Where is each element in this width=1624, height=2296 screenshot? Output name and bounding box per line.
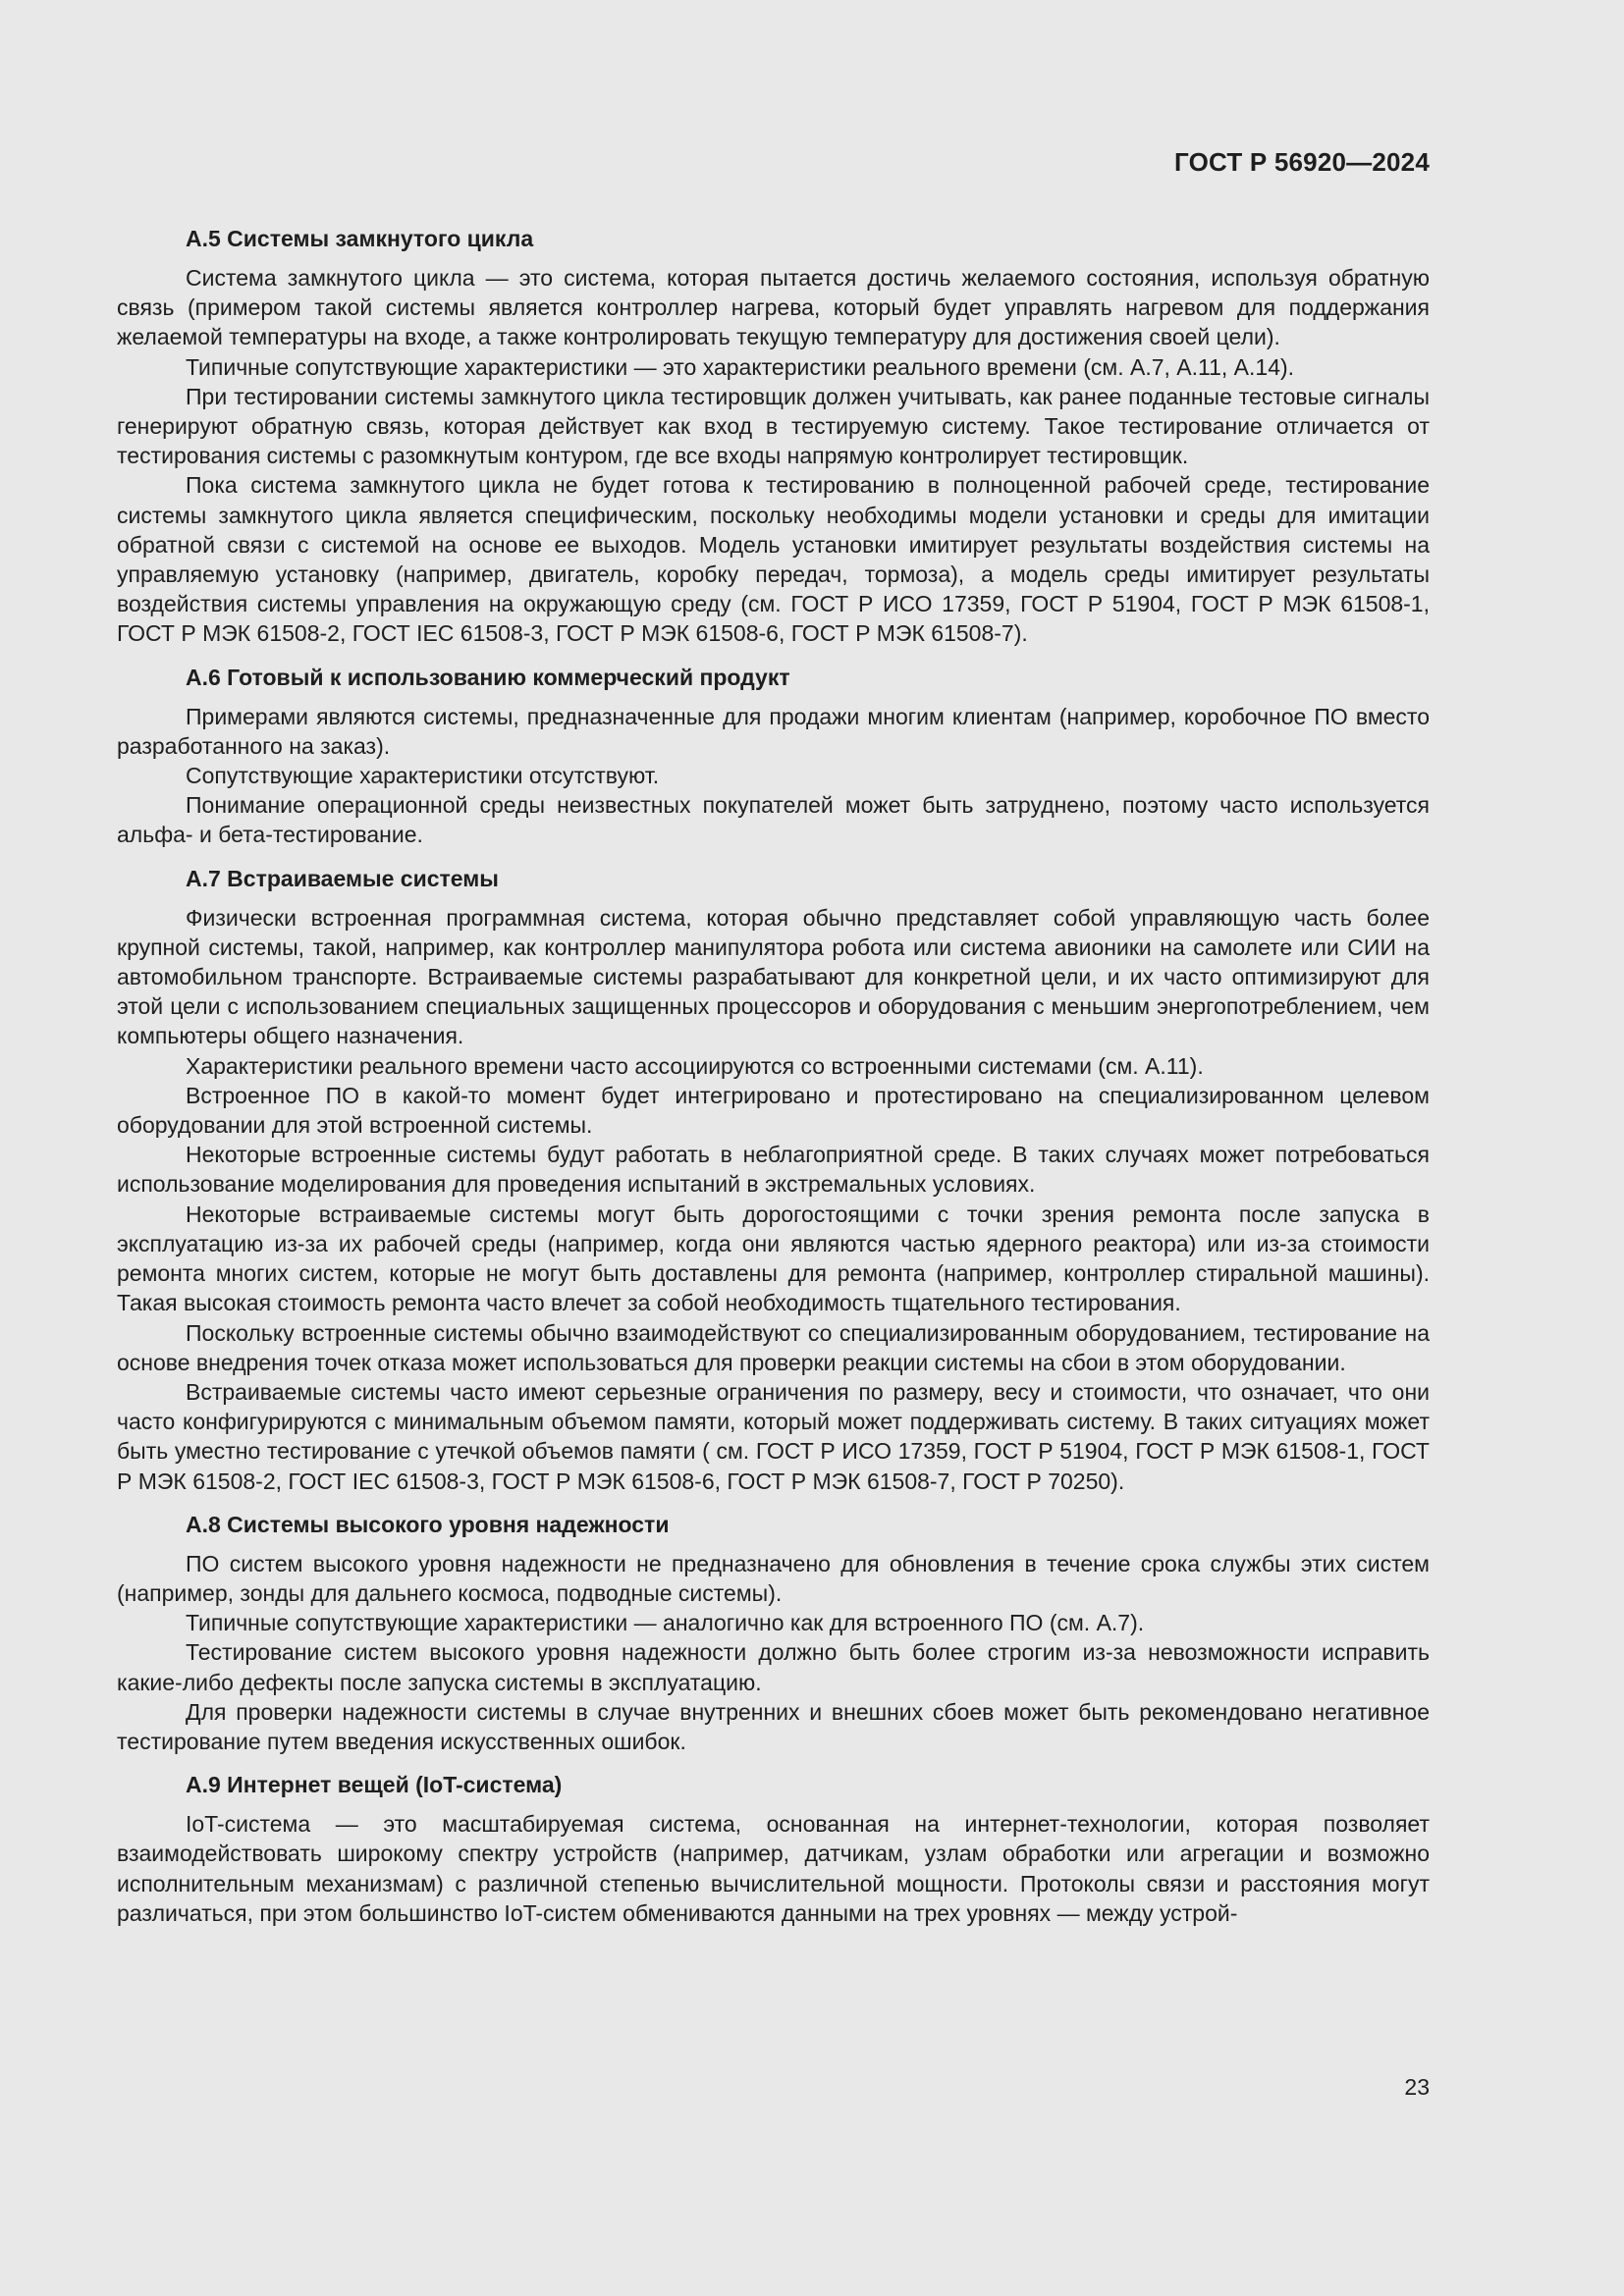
section-a6 [117,663,1430,850]
paragraph: Поскольку встроенные системы обычно взаимодействуют со специализированным оборудованием, тестирование на основе внедрения точек отказа может использоваться для проверки реакции системы на сбои в этом оборудовании. [117,1319,1430,1375]
document-code: ГОСТ Р 56920—2024 [1174,147,1430,177]
section-a5 [117,224,1430,649]
paragraph: Примерами являются системы, предназначенные для продажи многим клиентам (например, коробочное ПО вместо разработанного на заказ). [117,703,1430,759]
paragraph: Типичные сопутствующие характеристики — это характеристики реального времени (см. А.7, А.11, А.14). [186,353,1295,380]
paragraph: Встраиваемые системы часто имеют серьезные ограничения по размеру, весу и стоимости, что означает, что они часто конфигурируются с минимальным объемом памяти, который может поддерживать систему. В таких ситуациях может быть уместно тестирование с утечкой объемов памяти ( см. ГОСТ Р ИСО 17359, ГОСТ Р 51904, ГОСТ Р МЭК 61508-1, ГОСТ Р МЭК 61508-2, ГОСТ IEC 61508-3, ГОСТ Р МЭК 61508-6, ГОСТ Р МЭК 61508-7, ГОСТ Р 70250). [117,1378,1430,1494]
section-title: А.8 Системы высокого уровня надежности [186,1511,670,1537]
section-title: А.5 Системы замкнутого цикла [186,226,534,251]
paragraph: IoT-система — это масштабируемая система, основанная на интернет-технологии, которая позволяет взаимодействовать широкому спектру устройств (например, датчикам, узлам обработки или агрегации и возможно исполнительным механизмам) с различной степенью вычислительной мощности. Протоколы связи и расстояния могут различаться, при этом большинство IoT-систем обмениваются данными на трех уровнях — между устрой- [117,1811,1430,1926]
page-number: 23 [1404,2074,1430,2100]
paragraph: Сопутствующие характеристики отсутствуют. [186,763,660,789]
paragraph: ПО систем высокого уровня надежности не предназначено для обновления в течение срока службы этих систем (например, зонды для дальнего космоса, подводные системы). [117,1550,1430,1606]
paragraph: Некоторые встраиваемые системы могут быть дорогостоящими с точки зрения ремонта после запуска в эксплуатацию из-за их рабочей среды (например, когда они являются частью ядерного реактора) или из-за стоимости ремонта многих систем, которые не могут быть доставлены для ремонта (например, контроллер стиральной машины). Такая высокая стоимость ремонта часто влечет за собой необходимость тщательного тестирования. [117,1201,1430,1316]
paragraph: Для проверки надежности системы в случае внутренних и внешних сбоев может быть рекомендовано негативное тестирование путем введения искусственных ошибок. [117,1698,1430,1754]
section-a7 [117,864,1430,1496]
section-a9 [117,1770,1430,1928]
document-body [117,224,1430,1942]
paragraph: Некоторые встроенные системы будут работать в неблагоприятной среде. В таких случаях может потребоваться использование моделирования для проведения испытаний в экстремальных условиях. [117,1142,1430,1198]
paragraph: Типичные сопутствующие характеристики — аналогично как для встроенного ПО (см. А.7). [186,1610,1145,1636]
section-title: А.6 Готовый к использованию коммерческий продукт [186,664,790,690]
section-a8 [117,1510,1430,1756]
section-title: А.7 Встраиваемые системы [186,865,499,891]
paragraph: Характеристики реального времени часто ассоциируются со встроенными системами (см. А.11). [186,1052,1204,1079]
paragraph: Пока система замкнутого цикла не будет готова к тестированию в полноценной рабочей среде, тестирование системы замкнутого цикла является специфическим, поскольку необходимы модели установки и среды для имитации обратной связи с системой на основе ее выходов. Модель установки имитирует результаты воздействия системы на управляемую установку (например, двигатель, коробку передач, тормоза), а модель среды имитирует результаты воздействия системы управления на окружающую среду (см. ГОСТ Р ИСО 17359, ГОСТ Р 51904, ГОСТ Р МЭК 61508-1, ГОСТ Р МЭК 61508-2, ГОСТ IEC 61508-3, ГОСТ Р МЭК 61508-6, ГОСТ Р МЭК 61508-7). [117,472,1430,647]
paragraph: Тестирование систем высокого уровня надежности должно быть более строгим из-за невозможности исправить какие-либо дефекты после запуска системы в эксплуатацию. [117,1639,1430,1695]
paragraph: Система замкнутого цикла — это система, которая пытается достичь желаемого состояния, используя обратную связь (примером такой системы является контроллер нагрева, который будет управлять нагревом для поддержания желаемой температуры на входе, а также контролировать текущую температуру для достижения своей цели). [117,265,1430,350]
paragraph: При тестировании системы замкнутого цикла тестировщик должен учитывать, как ранее поданные тестовые сигналы генерируют обратную связь, которая действует как вход в тестируемую систему. Такое тестирование отличается от тестирования системы с разомкнутым контуром, где все входы напрямую контролирует тестировщик. [117,383,1430,469]
paragraph: Встроенное ПО в какой-то момент будет интегрировано и протестировано на специализированном целевом оборудовании для этой встроенной системы. [117,1082,1430,1139]
paragraph: Физически встроенная программная система, которая обычно представляет собой управляющую часть более крупной системы, такой, например, как контроллер манипулятора робота или система авионики на самолете или СИИ на автомобильном транспорте. Встраиваемые системы разрабатывают для конкретной цели, и их часто оптимизируют для этой цели с использованием специальных защищенных процессоров и оборудования с меньшим энергопотреблением, чем компьютеры общего назначения. [117,904,1430,1049]
paragraph: Понимание операционной среды неизвестных покупателей может быть затруднено, поэтому часто используется альфа- и бета-тестирование. [117,792,1430,848]
section-title: А.9 Интернет вещей (IoT-система) [186,1772,563,1798]
